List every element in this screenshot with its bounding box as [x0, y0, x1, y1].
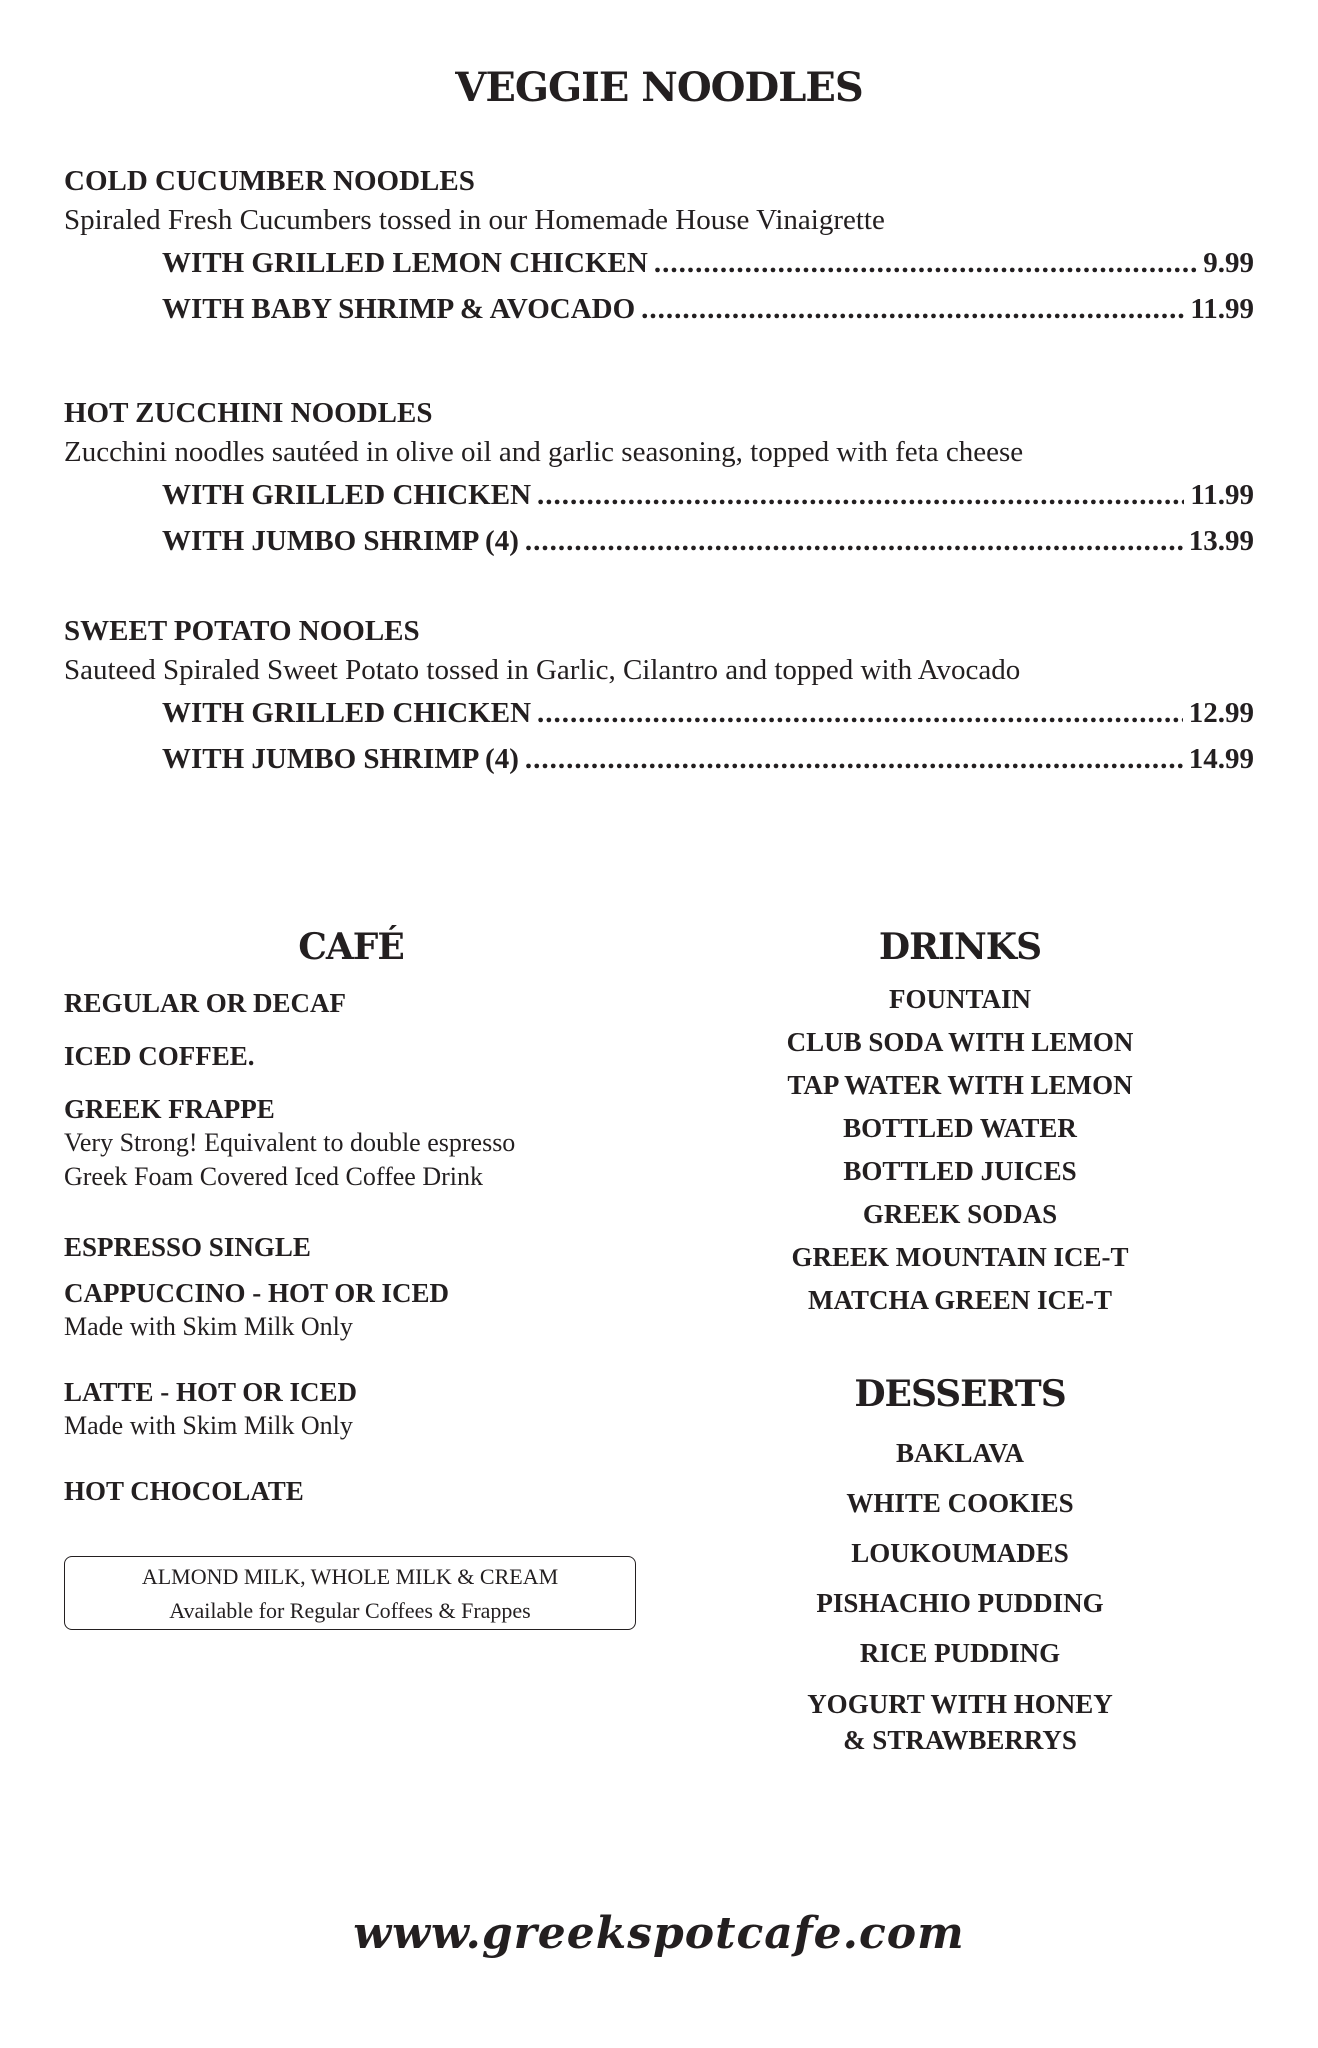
dish-description: Sauteed Spiraled Sweet Potato tossed in Garlic, Cilantro and topped with Avocado — [64, 654, 1021, 686]
dessert-item: LOUKOUMADES — [851, 1538, 1069, 1568]
option-label: WITH GRILLED LEMON CHICKEN — [162, 247, 648, 279]
leader-dots — [525, 736, 1183, 782]
desserts-section — [760, 1373, 1160, 1415]
option-label: WITH GRILLED CHICKEN — [162, 479, 532, 511]
option-price: 11.99 — [1190, 479, 1254, 511]
desserts-list — [760, 1428, 1160, 1758]
cafe-item-note: Greek Foam Covered Iced Coffee Drink — [64, 1162, 483, 1191]
option-price: 9.99 — [1203, 247, 1254, 279]
dish-option — [162, 240, 1254, 286]
dish-name: SWEET POTATO NOOLES — [64, 615, 420, 647]
drink-item: TAP WATER WITH LEMON — [787, 1070, 1133, 1100]
leader-dots — [525, 518, 1183, 564]
dessert-item-continued: & STRAWBERRYS — [843, 1725, 1077, 1755]
drink-item: BOTTLED JUICES — [843, 1156, 1077, 1186]
cafe-item — [64, 1276, 664, 1344]
option-price: 13.99 — [1188, 525, 1254, 557]
drinks-title: DRINKS — [878, 926, 1042, 968]
option-price: 14.99 — [1188, 743, 1254, 775]
cafe-item-name: GREEK FRAPPE — [64, 1094, 275, 1124]
drink-item: GREEK MOUNTAIN ICE-T — [791, 1242, 1129, 1272]
drink-item: FOUNTAIN — [888, 984, 1031, 1014]
dish-name: COLD CUCUMBER NOODLES — [64, 165, 475, 197]
cafe-item-name: ICED COFFEE. — [64, 1041, 255, 1071]
dish-option — [162, 286, 1254, 332]
leader-dots — [641, 286, 1184, 332]
cafe-item — [64, 1375, 664, 1443]
option-price: 11.99 — [1190, 293, 1254, 325]
cafe-item — [64, 1039, 664, 1073]
veggie-noodles-title: VEGGIE NOODLES — [455, 64, 863, 111]
desserts-title: DESSERTS — [854, 1373, 1066, 1415]
dish-cold-cucumber — [64, 162, 1254, 332]
drink-item: CLUB SODA WITH LEMON — [786, 1027, 1134, 1057]
note-line-1: ALMOND MILK, WHOLE MILK & CREAM — [141, 1564, 559, 1589]
cafe-item-name: CAPPUCCINO - HOT OR ICED — [64, 1278, 450, 1308]
drink-item: GREEK SODAS — [862, 1199, 1058, 1229]
dish-name: HOT ZUCCHINI NOODLES — [64, 397, 433, 429]
dessert-item: WHITE COOKIES — [846, 1488, 1074, 1518]
dish-option — [162, 472, 1254, 518]
dish-sweet-potato — [64, 612, 1254, 782]
cafe-item-name: REGULAR OR DECAF — [64, 988, 347, 1018]
drink-item: BOTTLED WATER — [843, 1113, 1077, 1143]
cafe-item-name: HOT CHOCOLATE — [64, 1476, 304, 1506]
milk-options-note — [64, 1556, 636, 1630]
cafe-item — [64, 986, 664, 1020]
dessert-item: YOGURT WITH HONEY — [807, 1689, 1113, 1719]
option-price: 12.99 — [1188, 697, 1254, 729]
cafe-item — [64, 1230, 664, 1264]
option-label: WITH BABY SHRIMP & AVOCADO — [162, 293, 636, 325]
dish-option — [162, 690, 1254, 736]
cafe-item-note: Very Strong! Equivalent to double espresso — [64, 1128, 516, 1157]
dessert-item: BAKLAVA — [895, 1438, 1025, 1468]
drinks-list — [760, 978, 1160, 1322]
cafe-item-name: ESPRESSO SINGLE — [64, 1232, 311, 1262]
leader-dots — [654, 240, 1197, 286]
dish-hot-zucchini — [64, 394, 1254, 564]
dessert-item: PISHACHIO PUDDING — [816, 1588, 1104, 1618]
dish-description: Spiraled Fresh Cucumbers tossed in our Homemade House Vinaigrette — [64, 204, 885, 236]
dish-option — [162, 736, 1254, 782]
dish-option — [162, 518, 1254, 564]
note-line-2: Available for Regular Coffees & Frappes — [169, 1598, 531, 1623]
cafe-item-note: Made with Skim Milk Only — [64, 1411, 353, 1440]
cafe-item-note: Made with Skim Milk Only — [64, 1312, 353, 1341]
cafe-item — [64, 1474, 664, 1508]
leader-dots — [537, 472, 1184, 518]
option-label: WITH JUMBO SHRIMP (4) — [162, 743, 519, 775]
cafe-item-name: LATTE - HOT OR ICED — [64, 1377, 358, 1407]
website-url[interactable]: www.greekspotcafe.com — [353, 1908, 965, 1959]
leader-dots — [537, 690, 1183, 736]
cafe-item — [64, 1092, 664, 1194]
dessert-item: RICE PUDDING — [859, 1638, 1061, 1668]
option-label: WITH JUMBO SHRIMP (4) — [162, 525, 519, 557]
dish-description: Zucchini noodles sautéed in olive oil and garlic seasoning, topped with feta cheese — [64, 436, 1024, 468]
drinks-section — [760, 926, 1160, 968]
option-label: WITH GRILLED CHICKEN — [162, 697, 532, 729]
cafe-title: CAFÉ — [298, 926, 404, 968]
drink-item: MATCHA GREEN ICE-T — [807, 1285, 1113, 1315]
